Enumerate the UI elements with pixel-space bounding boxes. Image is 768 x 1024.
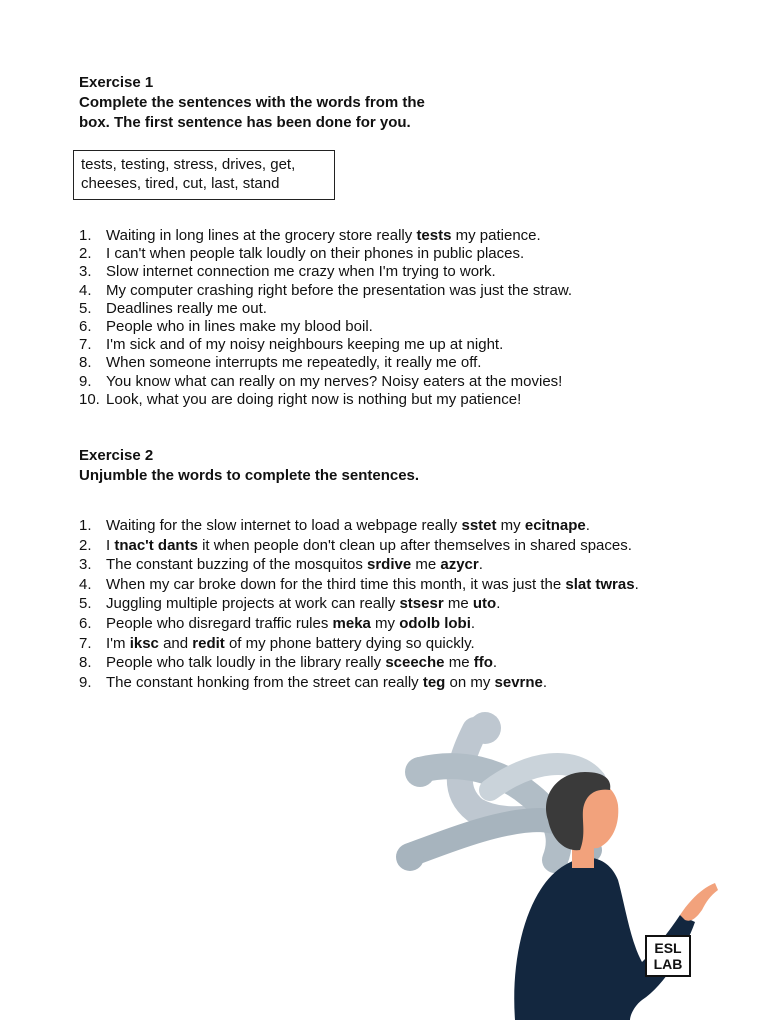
exercise1-list [79, 227, 749, 409]
exercise1-instruction-line1: Complete the sentences with the words from the [79, 94, 425, 111]
sentence-text: I [106, 536, 115, 554]
sentence-item [79, 536, 749, 556]
sentence-text: and [158, 634, 193, 652]
item-number: 3. [79, 263, 92, 281]
target-word: teg [422, 673, 446, 691]
exercise1-instruction-line2: box. The first sentence has been done for you. [79, 113, 411, 131]
sentence-item [79, 673, 749, 693]
sentence-text: I can't when people talk loudly on their phones in public places. [106, 245, 525, 263]
sentence-item [79, 263, 749, 281]
item-number: 1. [79, 227, 92, 244]
sentence-text: Waiting in long lines at the grocery store really [106, 227, 417, 244]
word-box-line1: tests, testing, stress, drives, get, [81, 156, 296, 173]
sentence-text: Deadlines really me out. [106, 299, 267, 317]
exercise2-list [79, 516, 749, 692]
sentence-item [79, 318, 749, 336]
target-word: iksc [129, 634, 159, 652]
sentence-text: me [411, 556, 441, 574]
sentence-text: me [444, 654, 474, 672]
logo-line1: ESL [654, 940, 682, 956]
sentence-text: my [370, 614, 400, 632]
item-number: 7. [79, 336, 92, 354]
sentence-text: . [542, 673, 548, 691]
target-word: azycr [440, 556, 479, 574]
target-word: sceeche [385, 654, 445, 672]
item-number: 7. [79, 634, 92, 652]
exercise2-instruction: Unjumble the words to complete the sentences. [79, 467, 420, 484]
item-number: 3. [79, 556, 92, 574]
sentence-item [79, 653, 749, 673]
sentence-text: My computer crashing right before the presentation was just the straw. [106, 281, 573, 299]
item-number: 8. [79, 654, 92, 672]
target-word: slat twras [565, 575, 635, 593]
sentence-text: my patience. [451, 227, 541, 244]
sentence-text: Waiting for the slow internet to load a webpage really [106, 517, 462, 534]
item-number: 2. [79, 245, 92, 263]
item-number: 9. [79, 673, 92, 691]
exercise2-title: Exercise 2 [79, 447, 154, 464]
word-box-line2: cheeses, tired, cut, last, stand [81, 175, 280, 192]
sentence-text: Look, what you are doing right now is nothing but my patience! [106, 390, 522, 408]
item-number: 9. [79, 372, 92, 390]
sentence-item [79, 614, 749, 634]
sentence-text: . [585, 517, 590, 534]
sentence-item [79, 373, 749, 391]
target-word: srdive [366, 556, 412, 574]
item-number: 2. [79, 536, 92, 554]
sentence-item [79, 594, 749, 614]
sentence-item [79, 575, 749, 595]
word-box [73, 150, 335, 200]
item-number: 8. [79, 354, 92, 372]
target-word: tnac't dants [114, 536, 198, 554]
sentence-text: Juggling multiple projects at work can really [106, 595, 400, 613]
target-word: tests [416, 227, 452, 244]
sentence-item [79, 336, 749, 354]
target-word: redit [192, 634, 225, 652]
sentence-text: my [496, 517, 525, 534]
sentence-text: me [443, 595, 473, 613]
target-word: uto [472, 595, 497, 613]
item-number: 4. [79, 281, 92, 299]
sentence-text: The constant honking from the street can really [106, 673, 423, 691]
sentence-text: . [492, 654, 498, 672]
sentence-item [79, 634, 749, 654]
sentence-text: of my phone battery dying so quickly. [224, 634, 475, 652]
sentence-text: People who disregard traffic rules [106, 614, 333, 632]
target-word: sevrne [494, 673, 543, 691]
sentence-text: I'm sick and of my noisy neighbours keeping me up at night. [106, 336, 504, 354]
sentence-text: People who talk loudly in the library really [106, 654, 386, 672]
sentence-text: it when people don't clean up after themselves in shared spaces. [197, 536, 632, 554]
sentence-text: The constant buzzing of the mosquitos [106, 556, 367, 574]
sentence-text: I'm [106, 634, 130, 652]
item-number: 4. [79, 575, 92, 593]
sentence-item [79, 227, 749, 245]
item-number: 6. [79, 317, 92, 335]
sentence-item [79, 555, 749, 575]
sentence-text: . [496, 595, 501, 613]
sentence-text: You know what can really on my nerves? Noisy eaters at the movies! [106, 372, 563, 390]
target-word: stsesr [399, 595, 444, 613]
sentence-text: on my [445, 673, 495, 691]
sentence-item [79, 282, 749, 300]
sentence-text: . [478, 556, 483, 574]
sentence-item [79, 516, 749, 536]
item-number: 10. [79, 390, 100, 408]
sentence-item [79, 245, 749, 263]
target-word: ffo [473, 654, 493, 672]
sentence-text: People who in lines make my blood boil. [106, 317, 373, 335]
item-number: 1. [79, 517, 92, 534]
target-word: meka [332, 614, 371, 632]
item-number: 6. [79, 614, 92, 632]
target-word: odolb lobi [399, 614, 471, 632]
sentence-text: When my car broke down for the third time this month, it was just the [106, 575, 566, 593]
target-word: sstet [461, 517, 497, 534]
sentence-text: . [470, 614, 476, 632]
sentence-text: When someone interrupts me repeatedly, it really me off. [106, 354, 482, 372]
sentence-item [79, 300, 749, 318]
target-word: ecitnape [524, 517, 586, 534]
sentence-text: Slow internet connection me crazy when I'm trying to work. [106, 263, 496, 281]
esl-lab-logo [645, 935, 691, 977]
item-number: 5. [79, 595, 92, 613]
sentence-text: . [634, 575, 639, 593]
sentence-item [79, 354, 749, 372]
logo-line2: LAB [653, 956, 683, 972]
exercise1-title: Exercise 1 [79, 74, 154, 91]
item-number: 5. [79, 299, 92, 317]
sentence-item [79, 391, 749, 409]
